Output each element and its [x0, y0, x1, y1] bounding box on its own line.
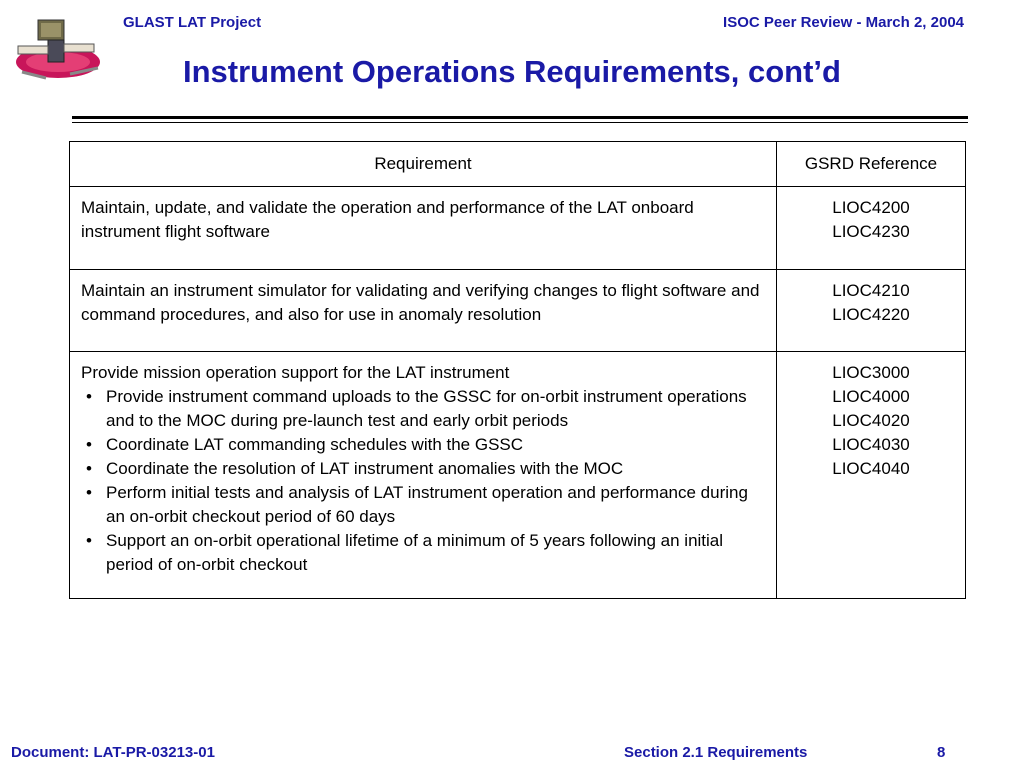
title-rule-thick [72, 116, 968, 119]
document-id: Document: LAT-PR-03213-01 [11, 744, 215, 761]
review-date: ISOC Peer Review - March 2, 2004 [723, 14, 964, 31]
requirement-bullet: • Perform initial tests and analysis of LAT instrument operation and performance during an on-orbit checkout period of 60 days [81, 481, 766, 529]
reference-id: LIOC4210 [832, 281, 910, 300]
reference-id: LIOC4000 [832, 387, 910, 406]
requirement-text: Maintain, update, and validate the operation and performance of the LAT onboard instrument flight software [81, 198, 694, 241]
reference-cell [777, 187, 966, 270]
reference-id: LIOC4200 [832, 198, 910, 217]
requirement-bullet-list [81, 385, 766, 577]
requirement-text: Provide mission operation support for the LAT instrument [81, 363, 510, 382]
requirement-bullet: • Support an on-orbit operational lifetime of a minimum of 5 years following an initial period of on-orbit checkout [81, 529, 766, 577]
requirement-column-header: Requirement [70, 142, 777, 187]
reference-id: LIOC4220 [832, 305, 910, 324]
reference-id: LIOC4040 [832, 459, 910, 478]
reference-id: LIOC4020 [832, 411, 910, 430]
reference-column-header: GSRD Reference [777, 142, 966, 187]
reference-id: LIOC4030 [832, 435, 910, 454]
reference-id: LIOC4230 [832, 222, 910, 241]
requirement-bullet: • Coordinate the resolution of LAT instrument anomalies with the MOC [81, 457, 766, 481]
page-title: Instrument Operations Requirements, cont’d [183, 54, 841, 89]
table-header-row [70, 142, 966, 187]
reference-id: LIOC3000 [832, 363, 910, 382]
requirement-bullet: • Coordinate LAT commanding schedules with the GSSC [81, 433, 766, 457]
table-row [70, 352, 966, 599]
table-row [70, 187, 966, 270]
requirement-cell [70, 187, 777, 270]
page-number: 8 [937, 744, 946, 761]
requirements-table [69, 141, 966, 599]
section-label: Section 2.1 Requirements [624, 744, 808, 761]
table-row [70, 270, 966, 352]
requirement-text: Maintain an instrument simulator for validating and verifying changes to flight software and command procedures, and also for use in anomaly resolution [81, 281, 760, 324]
requirement-bullet: • Provide instrument command uploads to the GSSC for on-orbit instrument operations and to the MOC during pre-launch test and early orbit periods [81, 385, 766, 433]
project-name: GLAST LAT Project [123, 14, 262, 31]
reference-cell [777, 352, 966, 599]
requirement-cell [70, 270, 777, 352]
reference-cell [777, 270, 966, 352]
requirement-cell [70, 352, 777, 599]
title-rule-thin [72, 122, 968, 123]
